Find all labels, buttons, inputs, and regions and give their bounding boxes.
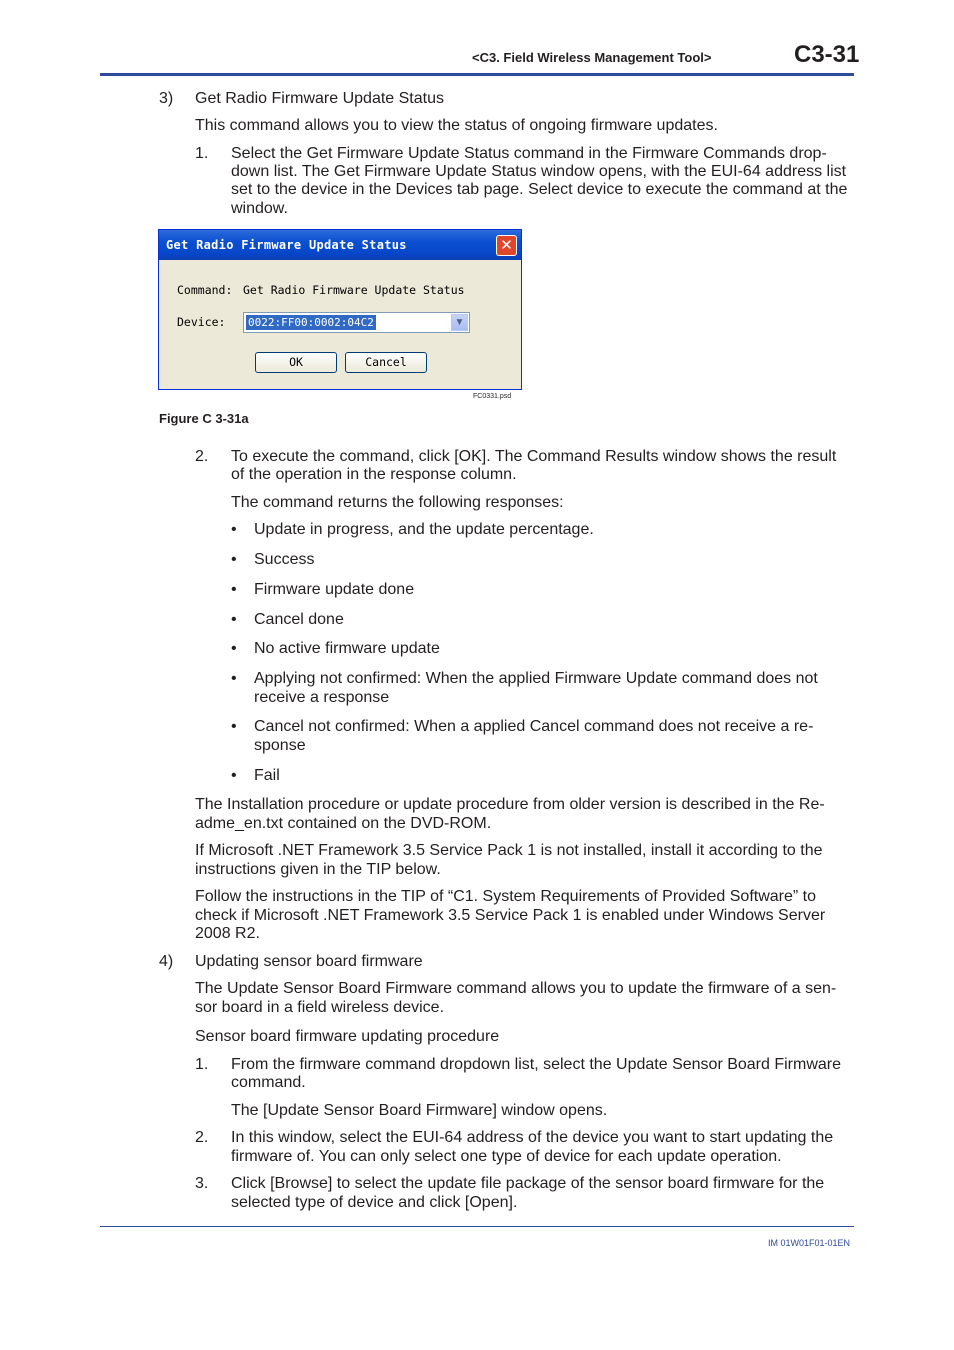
list-item: Firmware update done [254, 581, 415, 598]
step-text-line: set to the device in the Devices tab page. Select device to execute the command at the [231, 181, 848, 198]
section-title: Updating sensor board firmware [195, 953, 423, 970]
step-text-line: In this window, select the EUI-64 address of the device you want to start updating the [231, 1129, 834, 1146]
command-label: Command: [177, 283, 233, 297]
chapter-title: <C3. Field Wireless Management Tool> [472, 50, 712, 65]
step-number: 1. [195, 1056, 209, 1073]
device-label: Device: [177, 315, 226, 329]
step-text-line: From the firmware command dropdown list, select the Update Sensor Board Firmware [231, 1056, 842, 1073]
device-select-value: 0022:FF00:0002:04C2 [248, 316, 374, 329]
device-select[interactable] [243, 312, 470, 333]
section-number: 4) [159, 953, 174, 970]
step-number: 1. [195, 145, 209, 162]
list-item: Update in progress, and the update percentage. [254, 521, 594, 538]
list-item: Applying not confirmed: When the applied Firmware Update command does not [254, 670, 818, 687]
step-number: 2. [195, 1129, 209, 1146]
bullet: • [231, 718, 237, 735]
section-intro: This command allows you to view the status of ongoing firmware updates. [195, 117, 718, 134]
bullet: • [231, 551, 237, 568]
note-line: The Installation procedure or update procedure from older version is described in the Re- [195, 796, 825, 813]
dialog-body [163, 260, 517, 385]
note-line: instructions given in the TIP below. [195, 861, 441, 878]
list-item: No active firmware update [254, 640, 440, 657]
list-item: Cancel done [254, 611, 344, 628]
bullet: • [231, 581, 237, 598]
list-item-cont: receive a response [254, 689, 390, 706]
list-item: Fail [254, 767, 280, 784]
note-line: adme_en.txt contained on the DVD-ROM. [195, 815, 492, 832]
document-id: IM 01W01F01-01EN [768, 1238, 851, 1248]
step-number: 2. [195, 448, 209, 465]
figure-file-caption: FC0331.psd [473, 393, 512, 400]
section-title: Get Radio Firmware Update Status [195, 90, 444, 107]
bullet: • [231, 640, 237, 657]
ok-button[interactable]: OK [255, 352, 337, 373]
step-text-line: command. [231, 1074, 306, 1091]
bullet: • [231, 521, 237, 538]
step-number: 3. [195, 1175, 209, 1192]
step-text-line: To execute the command, click [OK]. The Command Results window shows the result [231, 448, 837, 465]
header-rule [100, 73, 854, 76]
bullet: • [231, 670, 237, 687]
bullet: • [231, 611, 237, 628]
step-text-line: of the operation in the response column. [231, 466, 517, 483]
section-intro: sor board in a field wireless device. [195, 999, 445, 1016]
list-item: Success [254, 551, 315, 568]
figure-label: Figure C 3-31a [159, 411, 249, 426]
step-text-line: Click [Browse] to select the update file package of the sensor board firmware for the [231, 1175, 825, 1192]
footer-rule [100, 1226, 854, 1227]
step-text-line: The [Update Sensor Board Firmware] window opens. [231, 1102, 608, 1119]
bullet: • [231, 767, 237, 784]
step-text-line: window. [231, 200, 288, 217]
get-radio-firmware-update-status-dialog [158, 229, 522, 390]
responses-intro: The command returns the following responses: [231, 494, 564, 511]
step-text-line: firmware of. You can only select one type of device for each update operation. [231, 1148, 782, 1165]
note-line: Follow the instructions in the TIP of “C1. System Requirements of Provided Software” to [195, 888, 817, 905]
page-number: C3-31 [794, 41, 860, 68]
section-intro: The Update Sensor Board Firmware command allows you to update the firmware of a sen- [195, 980, 837, 997]
procedure-title: Sensor board firmware updating procedure [195, 1028, 500, 1045]
close-icon[interactable]: ✕ [496, 235, 517, 256]
step-text-line: down list. The Get Firmware Update Status window opens, with the EUI-64 address list [231, 163, 847, 180]
note-line: If Microsoft .NET Framework 3.5 Service Pack 1 is not installed, install it according to the [195, 842, 823, 859]
list-item: Cancel not confirmed: When a applied Cancel command does not receive a re- [254, 718, 814, 735]
chevron-down-icon[interactable]: ▼ [451, 314, 468, 331]
section-number: 3) [159, 90, 174, 107]
step-text-line: selected type of device and click [Open]. [231, 1194, 518, 1211]
cancel-button[interactable]: Cancel [345, 352, 427, 373]
note-line: check if Microsoft .NET Framework 3.5 Service Pack 1 is enabled under Windows Server [195, 907, 826, 924]
dialog-title: Get Radio Firmware Update Status [159, 230, 521, 260]
note-line: 2008 R2. [195, 925, 260, 942]
step-text-line: Select the Get Firmware Update Status command in the Firmware Commands drop- [231, 145, 827, 162]
command-value: Get Radio Firmware Update Status [243, 283, 465, 297]
list-item-cont: sponse [254, 737, 306, 754]
